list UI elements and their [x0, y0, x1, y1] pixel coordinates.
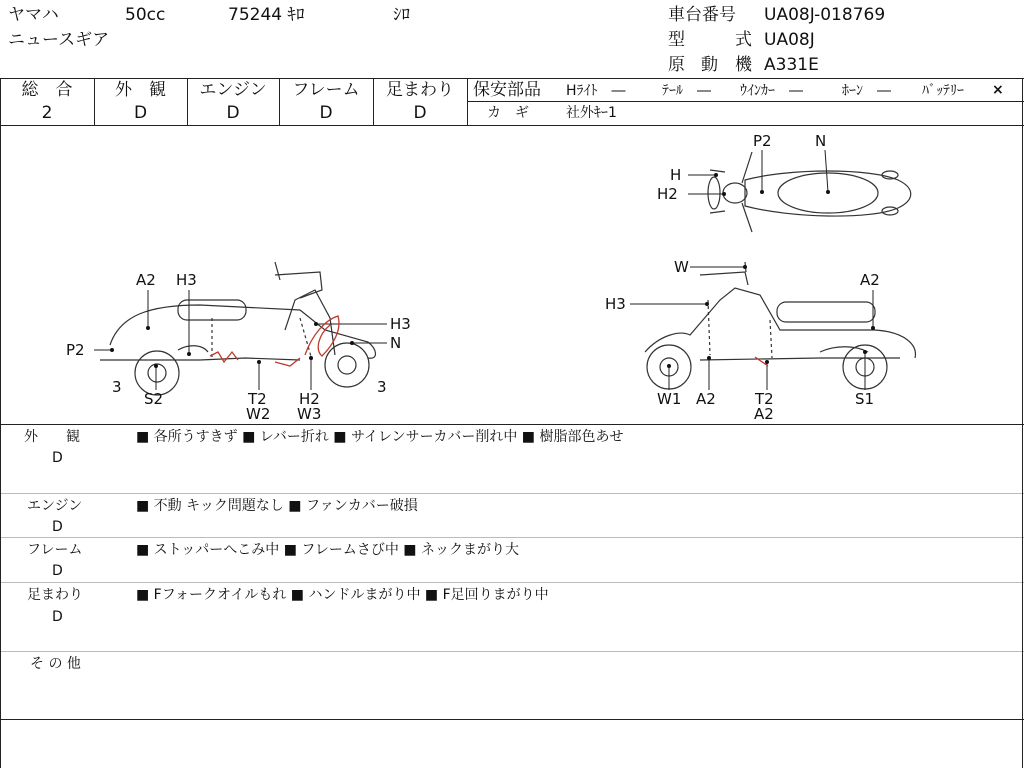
safety-parts-label: 保安部品 [473, 80, 541, 100]
displacement: 50cc [125, 5, 166, 25]
grade-value-engine: D [226, 103, 240, 123]
label-left-h2: H2 [299, 390, 320, 408]
damage-points [110, 173, 875, 368]
body-color: ｼﾛ [393, 5, 410, 25]
grade-value-frame: D [319, 103, 333, 123]
label-top-h: H [670, 166, 682, 184]
handwritten-damage-marks [210, 316, 768, 366]
engine-model-value: A331E [764, 55, 819, 75]
safety-horn: ﾎｰﾝ ― [842, 83, 891, 99]
label-right-a2b: A2 [696, 390, 716, 408]
label-left-t2: T2 [248, 390, 267, 408]
detail-grade-exterior: D [52, 450, 63, 466]
type-label-2: 式 [735, 30, 752, 50]
engine-label-3: 機 [735, 55, 752, 75]
safety-headlight: Hﾗｲﾄ ― [566, 83, 626, 99]
detail-grade-suspension: D [52, 609, 63, 625]
safety-winker: ｳｲﾝｶｰ ― [740, 83, 803, 99]
detail-title-suspension: 足まわり [27, 587, 83, 603]
label-left-w3: W3 [297, 405, 322, 423]
scooter-top-view [708, 152, 911, 232]
battery-x-icon: × [992, 82, 1004, 98]
grade-value-suspension: D [413, 103, 427, 123]
detail-text-exterior: ■ 各所うすきず ■ レバー折れ ■ サイレンサーカバー削れ中 ■ 樹脂部色あせ [136, 429, 624, 445]
leader-lines [94, 150, 873, 390]
detail-text-frame: ■ ストッパーへこみ中 ■ フレームさび中 ■ ネックまがり大 [136, 542, 519, 558]
label-left-s2: S2 [144, 390, 164, 408]
label-left-h3-right: H3 [390, 315, 411, 333]
detail-grade-frame: D [52, 563, 63, 579]
engine-label-2: 動 [701, 55, 718, 75]
label-right-s1: S1 [855, 390, 875, 408]
label-right-t2: T2 [755, 390, 774, 408]
label-right-a2: A2 [860, 271, 880, 289]
grade-label-engine: エンジン [199, 80, 267, 100]
label-right-a2c: A2 [754, 405, 774, 423]
grade-label-suspension: 足まわり [386, 80, 454, 100]
detail-title-other: そ の 他 [30, 656, 81, 672]
label-left-3b: 3 [377, 378, 387, 396]
safety-battery: ﾊﾞｯﾃﾘｰ [922, 83, 964, 99]
label-right-w1: W1 [657, 390, 682, 408]
detail-title-exterior: 外 観 [24, 429, 80, 445]
grade-label-frame: フレーム [292, 80, 360, 100]
label-top-p2: P2 [753, 132, 772, 150]
maker: ヤマハ [8, 5, 59, 25]
grade-value-exterior: D [133, 103, 148, 123]
label-left-n: N [390, 334, 402, 352]
label-left-3a: 3 [112, 378, 122, 396]
detail-grade-engine: D [52, 519, 63, 535]
key-value: 社外ｷｰ1 [566, 105, 617, 121]
model-name: ニュースギア [8, 30, 110, 50]
label-right-w: W [674, 258, 689, 276]
detail-text-suspension: ■ Fフォークオイルもれ ■ ハンドルまがり中 ■ F足回りまがり中 [136, 587, 549, 603]
label-top-n: N [815, 132, 827, 150]
label-left-p2: P2 [66, 341, 85, 359]
grade-value-overall: 2 [41, 103, 53, 123]
mileage: 75244 ｷﾛ [228, 5, 305, 25]
engine-label-1: 原 [668, 55, 685, 75]
label-left-w2: W2 [246, 405, 271, 423]
label-left-h3: H3 [176, 271, 197, 289]
frame-number-value: UA08J-018769 [764, 5, 886, 25]
frame-number-label: 車台番号 [668, 5, 736, 25]
detail-title-frame: フレーム [27, 542, 83, 558]
grade-label-overall: 総 合 [21, 80, 73, 100]
label-top-h2: H2 [657, 185, 678, 203]
label-right-h3: H3 [605, 295, 626, 313]
grade-label-exterior: 外 観 [115, 80, 166, 100]
detail-title-engine: エンジン [27, 498, 83, 514]
detail-text-engine: ■ 不動 キック問題なし ■ ファンカバー破損 [136, 498, 418, 514]
type-label-1: 型 [668, 30, 685, 50]
label-left-a2: A2 [136, 271, 156, 289]
key-label: カ ギ [487, 105, 529, 121]
type-value: UA08J [764, 30, 815, 50]
safety-taillight: ﾃｰﾙ ― [662, 83, 711, 99]
